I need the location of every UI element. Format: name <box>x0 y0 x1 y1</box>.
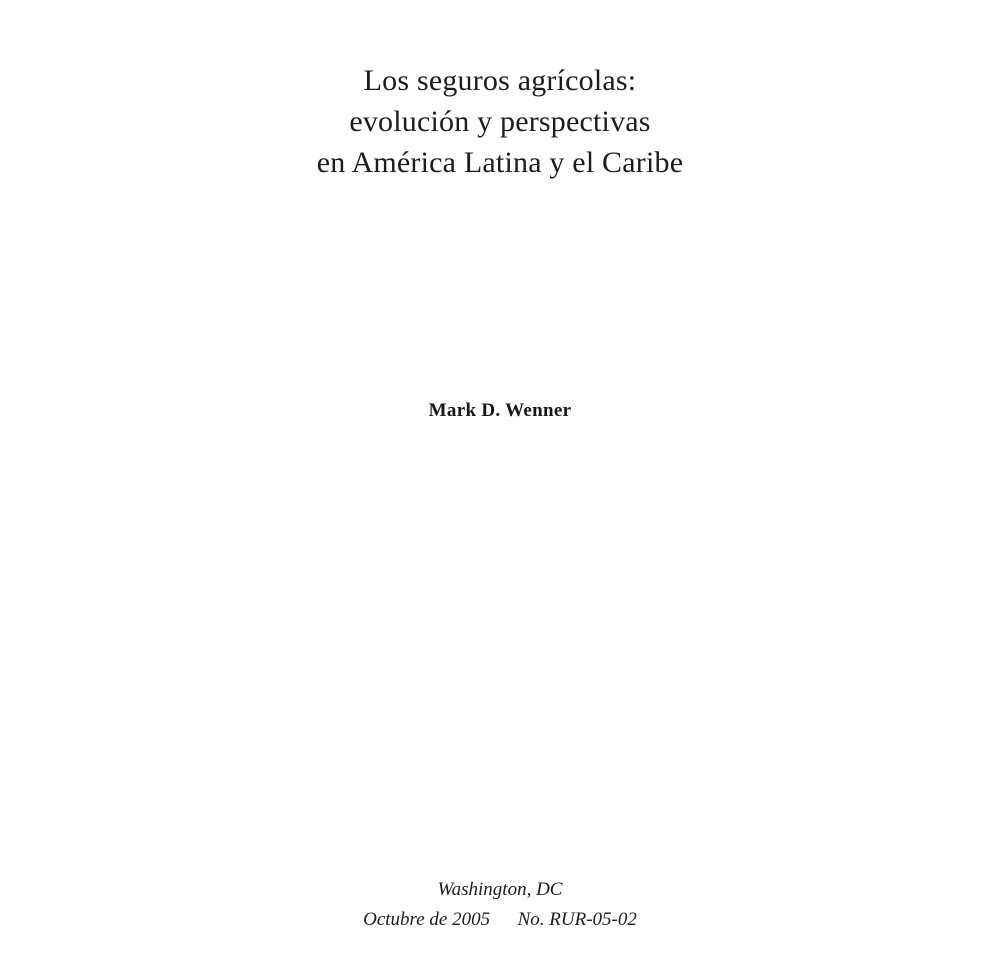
footer-date-and-number <box>0 905 1000 935</box>
title-line-1: Los seguros agrícolas: <box>363 64 637 97</box>
footer-location: Washington, DC <box>437 879 563 900</box>
title-block <box>0 60 1000 183</box>
footer-block <box>0 875 1000 935</box>
author-name: Mark D. Wenner <box>428 400 572 421</box>
author-block <box>0 400 1000 422</box>
title-line-2: evolución y perspectivas <box>349 105 651 138</box>
footer-date: Octubre de 2005 <box>363 909 491 930</box>
footer-document-number: No. RUR-05-02 <box>517 909 637 930</box>
title-line-3: en América Latina y el Caribe <box>316 146 684 179</box>
